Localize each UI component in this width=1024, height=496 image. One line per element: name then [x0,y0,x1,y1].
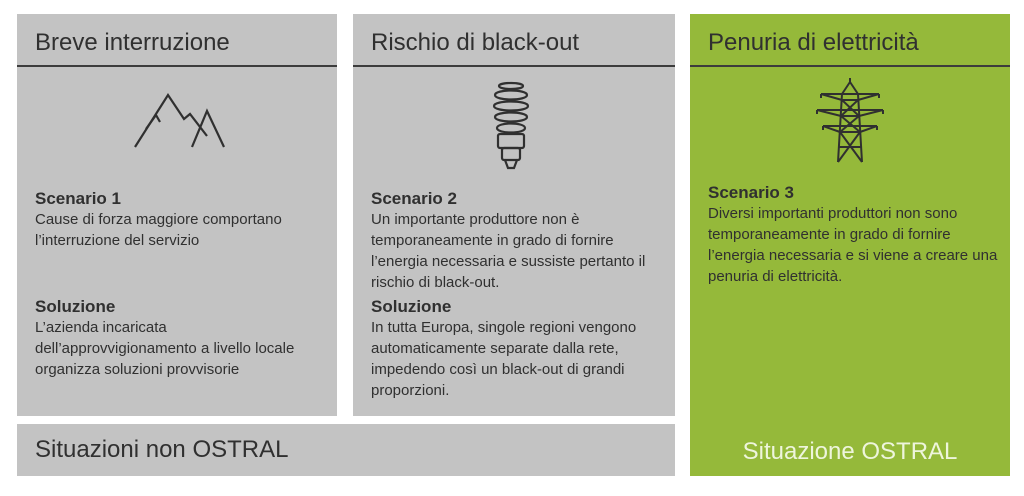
scenario-title: Scenario 3 [708,183,794,202]
scenario-text: Diversi importanti produttori non sono temporaneamente in grado di fornire l’energia necessaria e si viene a creare una penuria di elettricità. [708,205,998,285]
card-header [690,14,1010,67]
scenario-text: Cause di forza maggiore comportano l’interruzione del servizio [35,211,282,249]
card-breve-interruzione [17,14,337,416]
card-rischio-black-out [353,14,675,416]
non-ostral-footer [17,424,675,476]
card-title: Penuria di elettricità [708,29,919,56]
scenario-title: Scenario 2 [371,189,457,208]
scenario-text: Un importante produttore non è temporaneamente in grado di fornire l’energia necessaria e sussiste pertanto il rischio di black-out. [371,211,646,291]
solution-title: Soluzione [371,297,452,316]
light-bulb-icon [490,80,532,172]
mountains-icon [132,89,227,151]
card-title: Breve interruzione [35,29,230,56]
solution-text: L’azienda incaricata dell’approvvigionamento a livello locale organizza soluzioni provvisorie [35,319,295,378]
ostral-footer-label: Situazione OSTRAL [742,438,958,465]
solution-title: Soluzione [35,297,116,316]
non-ostral-footer-label: Situazioni non OSTRAL [35,436,289,463]
card-header [353,14,675,67]
card-title: Rischio di black-out [371,29,580,56]
solution-text: In tutta Europa, singole regioni vengono automaticamente separate dalla rete, impedendo così un black-out di grandi proporzioni. [371,319,637,399]
card-penuria-elettricita [690,14,1010,476]
card-header [17,14,337,67]
power-pylon-icon [815,76,885,166]
scenario-title: Scenario 1 [35,189,121,208]
